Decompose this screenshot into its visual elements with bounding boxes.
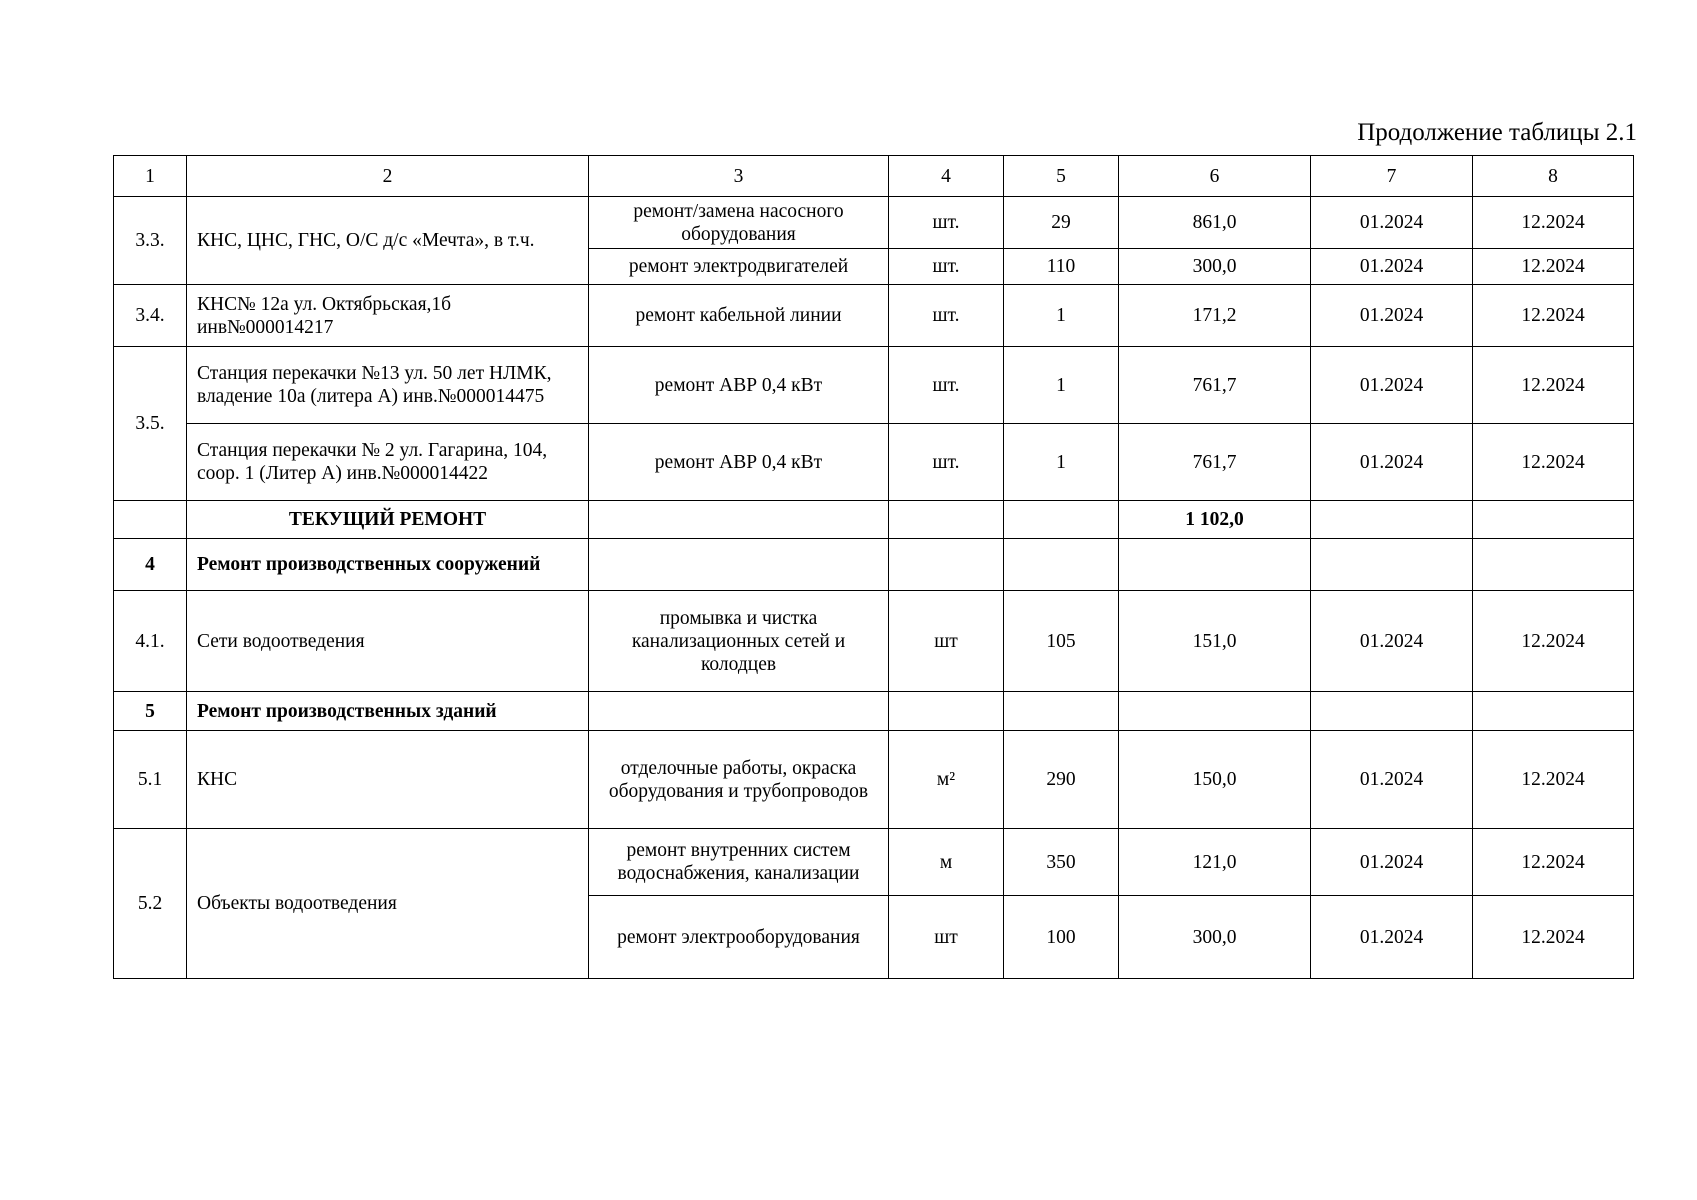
column-header: 2 xyxy=(187,156,589,197)
column-header: 1 xyxy=(114,156,187,197)
end-date-cell: 12.2024 xyxy=(1473,347,1634,424)
end-date-cell: 12.2024 xyxy=(1473,829,1634,896)
current-repair-label: ТЕКУЩИЙ РЕМОНТ xyxy=(187,501,589,539)
table-row xyxy=(114,731,1634,829)
table-row xyxy=(114,347,1634,424)
object-cell: Сети водоотведения xyxy=(187,591,589,692)
unit-cell: шт. xyxy=(889,347,1004,424)
start-date-cell: 01.2024 xyxy=(1311,731,1473,829)
work-cell: ремонт электродвигателей xyxy=(589,249,889,285)
column-number-row xyxy=(114,156,1634,197)
column-header: 4 xyxy=(889,156,1004,197)
object-cell: Станция перекачки № 2 ул. Гагарина, 104, соор. 1 (Литер А) инв.№000014422 xyxy=(187,424,589,501)
work-cell: промывка и чистка канализационных сетей и колодцев xyxy=(589,591,889,692)
cost-cell: 150,0 xyxy=(1119,731,1311,829)
object-cell: КНС, ЦНС, ГНС, О/С д/с «Мечта», в т.ч. xyxy=(187,197,589,285)
cost-cell: 761,7 xyxy=(1119,347,1311,424)
unit-cell: шт. xyxy=(889,197,1004,249)
start-date-cell: 01.2024 xyxy=(1311,347,1473,424)
quantity-cell: 29 xyxy=(1004,197,1119,249)
row-number: 4.1. xyxy=(114,591,187,692)
work-cell: ремонт АВР 0,4 кВт xyxy=(589,424,889,501)
section-number: 5 xyxy=(114,692,187,731)
unit-cell: шт xyxy=(889,591,1004,692)
end-date-cell: 12.2024 xyxy=(1473,249,1634,285)
start-date-cell: 01.2024 xyxy=(1311,829,1473,896)
table-row xyxy=(114,829,1634,896)
cost-cell: 300,0 xyxy=(1119,896,1311,979)
end-date-cell: 12.2024 xyxy=(1473,591,1634,692)
section-title: Ремонт производственных сооружений xyxy=(187,539,589,591)
table-row xyxy=(114,285,1634,347)
work-cell: отделочные работы, окраска оборудования и трубопроводов xyxy=(589,731,889,829)
quantity-cell: 100 xyxy=(1004,896,1119,979)
repair-plan-table xyxy=(113,155,1634,979)
work-cell: ремонт внутренних систем водоснабжения, канализации xyxy=(589,829,889,896)
start-date-cell: 01.2024 xyxy=(1311,591,1473,692)
work-cell: ремонт электрооборудования xyxy=(589,896,889,979)
cost-cell: 151,0 xyxy=(1119,591,1311,692)
end-date-cell: 12.2024 xyxy=(1473,285,1634,347)
quantity-cell: 290 xyxy=(1004,731,1119,829)
row-number: 3.5. xyxy=(114,347,187,501)
quantity-cell: 105 xyxy=(1004,591,1119,692)
section-row xyxy=(114,692,1634,731)
cost-cell: 861,0 xyxy=(1119,197,1311,249)
table-row xyxy=(114,197,1634,249)
row-number xyxy=(114,501,187,539)
work-cell: ремонт/замена насосного оборудования xyxy=(589,197,889,249)
unit-cell: шт. xyxy=(889,424,1004,501)
section-row xyxy=(114,539,1634,591)
row-number: 5.2 xyxy=(114,829,187,979)
cost-cell: 761,7 xyxy=(1119,424,1311,501)
table-row xyxy=(114,591,1634,692)
current-repair-total-cost: 1 102,0 xyxy=(1119,501,1311,539)
quantity-cell: 1 xyxy=(1004,424,1119,501)
work-cell: ремонт АВР 0,4 кВт xyxy=(589,347,889,424)
section-number: 4 xyxy=(114,539,187,591)
start-date-cell: 01.2024 xyxy=(1311,424,1473,501)
unit-cell: шт xyxy=(889,896,1004,979)
cost-cell: 121,0 xyxy=(1119,829,1311,896)
start-date-cell: 01.2024 xyxy=(1311,896,1473,979)
start-date-cell: 01.2024 xyxy=(1311,249,1473,285)
quantity-cell: 110 xyxy=(1004,249,1119,285)
quantity-cell: 1 xyxy=(1004,347,1119,424)
quantity-cell: 1 xyxy=(1004,285,1119,347)
object-cell: КНС№ 12а ул. Октябрьская,1б инв№000014217 xyxy=(187,285,589,347)
table-caption: Продолжение таблицы 2.1 xyxy=(1357,119,1637,146)
column-header: 7 xyxy=(1311,156,1473,197)
cost-cell: 300,0 xyxy=(1119,249,1311,285)
end-date-cell: 12.2024 xyxy=(1473,197,1634,249)
start-date-cell: 01.2024 xyxy=(1311,285,1473,347)
unit-cell: м² xyxy=(889,731,1004,829)
unit-cell: м xyxy=(889,829,1004,896)
unit-cell: шт. xyxy=(889,249,1004,285)
row-number: 3.4. xyxy=(114,285,187,347)
row-number: 5.1 xyxy=(114,731,187,829)
end-date-cell: 12.2024 xyxy=(1473,424,1634,501)
cost-cell: 171,2 xyxy=(1119,285,1311,347)
row-number: 3.3. xyxy=(114,197,187,285)
section-title: Ремонт производственных зданий xyxy=(187,692,589,731)
quantity-cell: 350 xyxy=(1004,829,1119,896)
column-header: 6 xyxy=(1119,156,1311,197)
current-repair-total-row xyxy=(114,501,1634,539)
object-cell: КНС xyxy=(187,731,589,829)
work-cell: ремонт кабельной линии xyxy=(589,285,889,347)
end-date-cell: 12.2024 xyxy=(1473,731,1634,829)
start-date-cell: 01.2024 xyxy=(1311,197,1473,249)
object-cell: Объекты водоотведения xyxy=(187,829,589,979)
column-header: 8 xyxy=(1473,156,1634,197)
column-header: 3 xyxy=(589,156,889,197)
column-header: 5 xyxy=(1004,156,1119,197)
object-cell: Станция перекачки №13 ул. 50 лет НЛМК, владение 10а (литера А) инв.№000014475 xyxy=(187,347,589,424)
end-date-cell: 12.2024 xyxy=(1473,896,1634,979)
table-row xyxy=(114,424,1634,501)
unit-cell: шт. xyxy=(889,285,1004,347)
